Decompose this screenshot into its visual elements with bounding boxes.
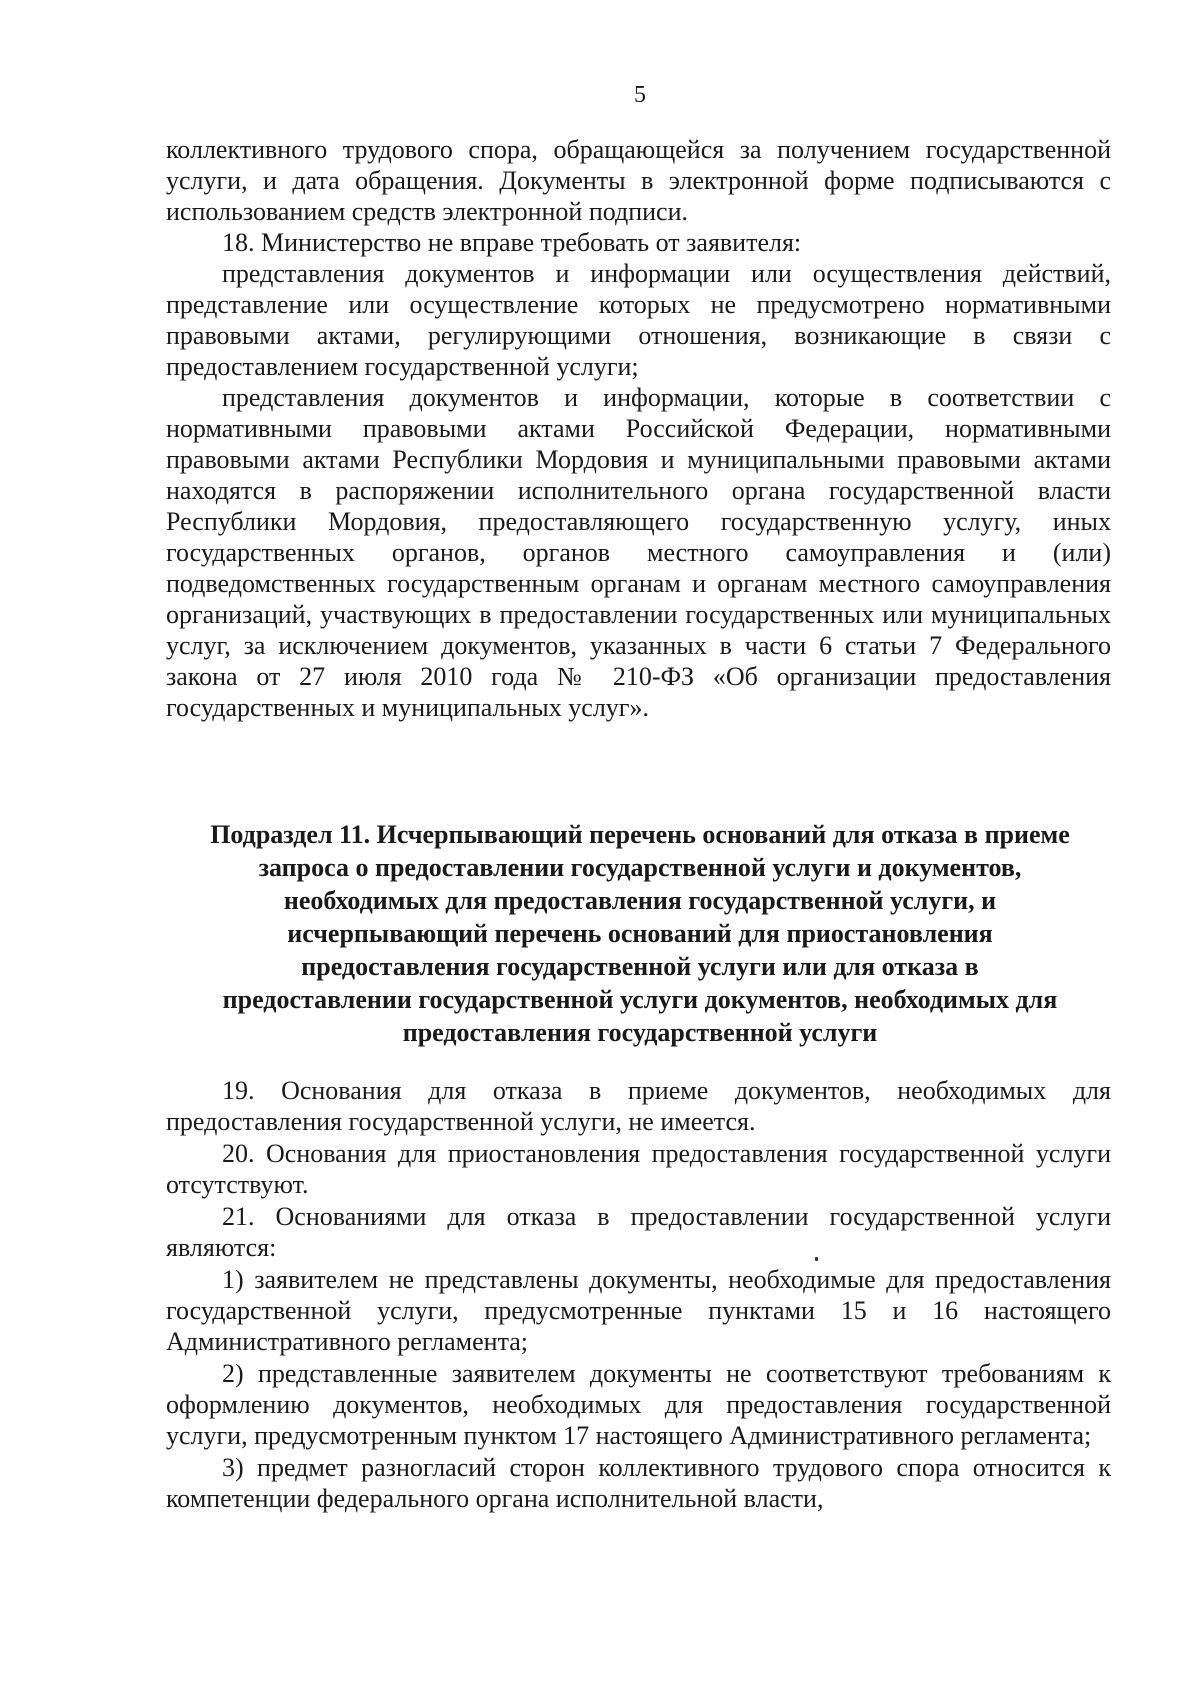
heading-line: предоставления государственной услуги: [402, 1018, 878, 1047]
heading-line: предоставлении государственной услуги документов, необходимых для: [222, 985, 1058, 1014]
paragraph-reason-3: 3) предмет разногласий сторон коллективного трудового спора относится к компетенции федерального органа исполнительной власти,: [166, 1453, 1111, 1513]
heading-line: Подраздел 11. Исчерпывающий перечень оснований для отказа в приеме: [210, 820, 1070, 849]
heading-line: необходимых для предоставления государственной услуги, и: [283, 886, 997, 915]
heading-line: предоставления государственной услуги или для отказа в: [301, 952, 979, 981]
paragraph-item-18: 18. Министерство не вправе требовать от заявителя:: [222, 228, 802, 257]
paragraph-restriction-1: представления документов и информации или осуществления действий, представление или осуществление которых не предусмотрено нормативными правовыми актами, регулирующими отношения, возникающие в связи с предоставлением государственной услуги;: [166, 259, 1111, 381]
body-text-bottom: [166, 1075, 1111, 1514]
paragraph-reason-2: 2) представленные заявителем документы не соответствуют требованиям к оформлению документов, необходимых для предоставления государственной услуги, предусмотренным пунктом 17 настоящего Административного регламента;: [166, 1359, 1111, 1450]
paragraph-item-20: 20. Основания для приостановления предоставления государственной услуги отсутствуют.: [166, 1139, 1111, 1199]
scan-speck: [815, 1257, 818, 1261]
page-number: 5: [634, 82, 646, 108]
heading-line: исчерпывающий перечень оснований для приостановления: [287, 919, 993, 948]
paragraph-restriction-2: представления документов и информации, которые в соответствии с нормативными правовыми актами Российской Федерации, нормативными правовыми актами Республики Мордовия и муниципальными правовыми актами находятся в распоряжении исполнительного органа государственной власти Республики Мордовия, предоставляющего государственную услугу, иных государственных органов, органов местного самоуправления и (или) подведомственных государственным органам и органам местного самоуправления организаций, участвующих в предоставлении государственных или муниципальных услуг, за исключением документов, указанных в части 6 статьи 7 Федерального закона от 27 июля 2010 года № 210-ФЗ «Об организации предоставления государственных и муниципальных услуг».: [166, 383, 1111, 722]
body-text-top: [166, 134, 1111, 723]
paragraph-reason-1: 1) заявителем не представлены документы, необходимые для предоставления государственной услуги, предусмотренные пунктами 15 и 16 настоящего Административного регламента;: [166, 1265, 1111, 1356]
paragraph-continuation: коллективного трудового спора, обращающейся за получением государственной услуги, и дата обращения. Документы в электронной форме подписываются с использованием средств электронной подписи.: [166, 135, 1111, 226]
paragraph-item-19: 19. Основания для отказа в приеме документов, необходимых для предоставления государственной услуги, не имеется.: [166, 1076, 1111, 1136]
paragraph-item-21: 21. Основаниями для отказа в предоставлении государственной услуги являются:: [166, 1202, 1111, 1262]
heading-line: запроса о предоставлении государственной услуги и документов,: [258, 853, 1022, 882]
subsection-heading: [160, 818, 1120, 1049]
